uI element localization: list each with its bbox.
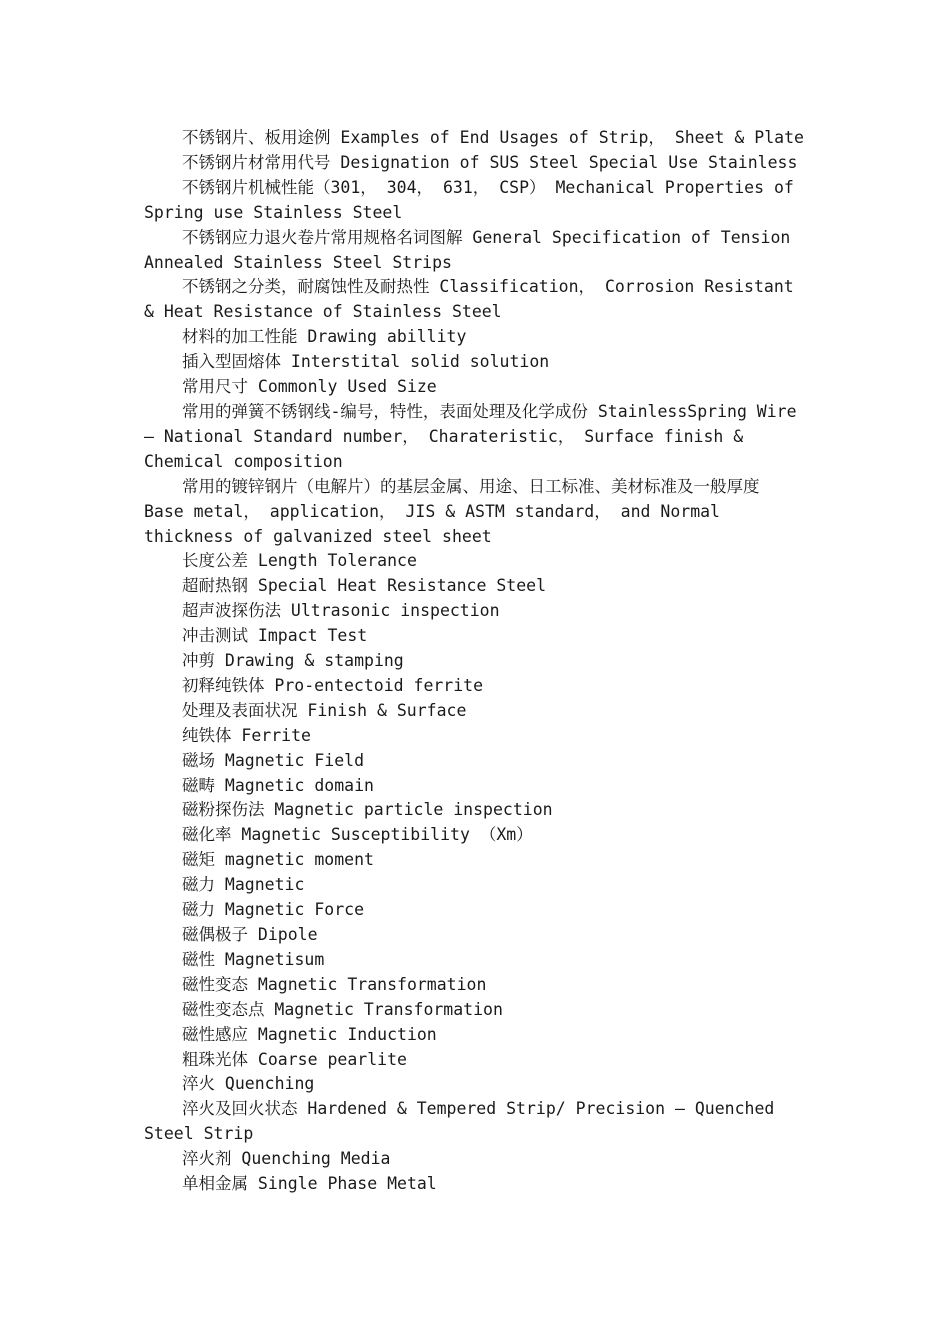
glossary-entry: 磁性变态点 Magnetic Transformation xyxy=(182,999,503,1019)
glossary-entry: 磁力 Magnetic xyxy=(182,875,305,895)
glossary-entry: 常用的弹簧不锈钢线-编号，特性，表面处理及化学成份 StainlessSpring Wire – National Standard number， Charateristic， Surface finish & Chemical composition xyxy=(144,401,797,471)
document-page xyxy=(144,126,808,1197)
glossary-entry: 磁化率 Magnetic Susceptibility （Xm） xyxy=(182,825,533,845)
glossary-entry: 磁偶极子 Dipole xyxy=(182,925,318,944)
glossary-entry: 不锈钢片、板用途例 Examples of End Usages of Strip， Sheet & Plate xyxy=(182,128,804,147)
glossary-entry: 纯铁体 Ferrite xyxy=(182,725,311,745)
glossary-entry: 不锈钢应力退火卷片常用规格名词图解 General Specification of Tension Annealed Stainless Steel Strips xyxy=(144,227,791,272)
glossary-entry: 冲剪 Drawing & stamping xyxy=(182,651,404,671)
glossary-entry: 淬火及回火状态 Hardened & Tempered Strip/ Precision – Quenched Steel Strip xyxy=(144,1099,775,1144)
glossary-entry: 不锈钢之分类，耐腐蚀性及耐热性 Classification， Corrosion Resistant & Heat Resistance of Stainless Steel xyxy=(144,277,794,322)
glossary-entry: 磁性变态 Magnetic Transformation xyxy=(182,974,487,994)
glossary-entry: 超声波探伤法 Ultrasonic inspection xyxy=(182,601,500,621)
glossary-entry: 初释纯铁体 Pro-entectoid ferrite xyxy=(182,675,484,695)
glossary-entry: 单相金属 Single Phase Metal xyxy=(182,1174,437,1194)
glossary-entry: 常用的镀锌钢片（电解片）的基层金属、用途、日工标准、美材标准及一般厚度 Base metal， application， JIS & ASTM standard， and Normal thickness of galvanized steel sheet xyxy=(144,476,760,546)
glossary-entry: 处理及表面状况 Finish & Surface xyxy=(182,700,467,720)
glossary-entry: 磁矩 magnetic moment xyxy=(182,850,374,870)
glossary-entry: 磁粉探伤法 Magnetic particle inspection xyxy=(182,800,553,820)
glossary-entry: 常用尺寸 Commonly Used Size xyxy=(182,377,437,397)
glossary-entry: 插入型固熔体 Interstital solid solution xyxy=(182,352,550,372)
glossary-entry: 磁畴 Magnetic domain xyxy=(182,775,374,795)
glossary-entry: 淬火 Quenching xyxy=(182,1074,315,1094)
glossary-entry: 磁性感应 Magnetic Induction xyxy=(182,1024,437,1044)
glossary-entry: 磁力 Magnetic Force xyxy=(182,900,365,920)
glossary-entry: 磁性 Magnetisum xyxy=(182,949,325,969)
glossary-entry: 冲击测试 Impact Test xyxy=(182,626,368,646)
glossary-entry: 磁场 Magnetic Field xyxy=(182,750,365,770)
glossary-entry: 长度公差 Length Tolerance xyxy=(182,551,417,571)
glossary-entry: 超耐热钢 Special Heat Resistance Steel xyxy=(182,576,547,596)
glossary-entry: 不锈钢片机械性能（301， 304， 631， CSP） Mechanical Properties of Spring use Stainless Steel xyxy=(144,177,794,222)
glossary-entry: 淬火剂 Quenching Media xyxy=(182,1149,391,1169)
glossary-entry: 粗珠光体 Coarse pearlite xyxy=(182,1049,407,1069)
glossary-entry: 不锈钢片材常用代号 Designation of SUS Steel Special Use Stainless xyxy=(182,152,798,172)
glossary-entry: 材料的加工性能 Drawing abillity xyxy=(182,327,467,347)
